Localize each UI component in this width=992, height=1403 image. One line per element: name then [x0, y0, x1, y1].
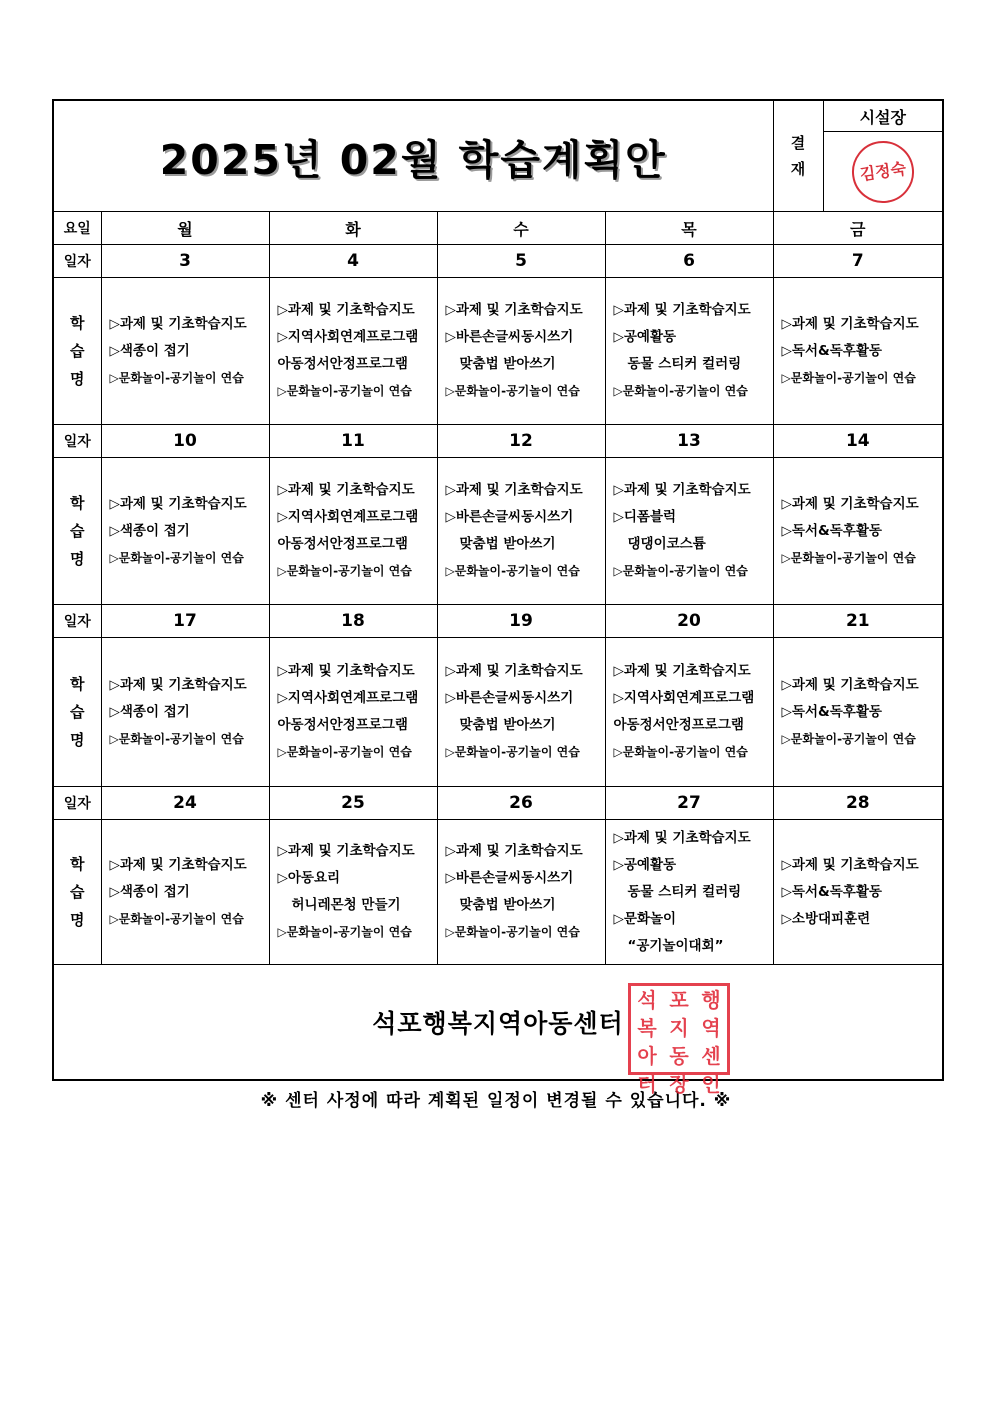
- plan-item: ▷과제 및 기초학습지도: [277, 663, 415, 679]
- plan-item: ▷과제 및 기초학습지도: [613, 829, 751, 846]
- plan-item: ▷공예활동: [613, 329, 677, 345]
- plan-item: ▷바른손글씨동시쓰기: [445, 509, 574, 525]
- center-seal-char: 행: [701, 988, 721, 1012]
- plan-label-char: 학: [70, 855, 85, 873]
- director-seal: 김정숙: [848, 137, 918, 207]
- date-cell: 13: [605, 425, 773, 458]
- approval-role: 시설장: [823, 100, 943, 132]
- plan-item: “공기놀이대회”: [627, 937, 724, 954]
- date-cell: 26: [437, 787, 605, 820]
- center-seal-char: 장: [669, 1072, 689, 1096]
- weekday-mon: 월: [101, 212, 269, 245]
- plan-item: ▷바른손글씨동시쓰기: [445, 690, 574, 706]
- plan-item: ▷색종이 접기: [109, 883, 190, 900]
- plan-item: ▷색종이 접기: [109, 703, 190, 720]
- plan-item: ▷문화놀이-공기놀이 연습: [277, 564, 412, 578]
- schedule-note: ※ 센터 사정에 따라 계획된 일정이 변경될 수 있습니다. ※: [260, 1091, 732, 1111]
- plan-cell: [101, 638, 269, 787]
- plan-item: 아동정서안정프로그램: [277, 717, 408, 733]
- plan-item: ▷지역사회연계프로그램: [277, 329, 419, 345]
- plan-item: ▷공예활동: [613, 856, 677, 873]
- plan-item: ▷문화놀이-공기놀이 연습: [613, 384, 748, 398]
- center-seal-char: 센: [701, 1044, 721, 1068]
- plan-item: ▷과제 및 기초학습지도: [277, 482, 415, 498]
- plan-item: ▷문화놀이-공기놀이 연습: [109, 550, 244, 565]
- plan-item: ▷색종이 접기: [109, 522, 190, 539]
- plan-cell: [605, 278, 773, 425]
- plan-item: 맞춤법 받아쓰기: [459, 897, 556, 913]
- center-seal-char: 포: [669, 988, 689, 1012]
- plan-cell: [437, 638, 605, 787]
- plan-item: ▷문화놀이-공기놀이 연습: [277, 745, 412, 759]
- date-cell: 24: [101, 787, 269, 820]
- plan-item: ▷과제 및 기초학습지도: [109, 676, 247, 693]
- footer-cell: [53, 965, 943, 1096]
- plan-label-char: 습: [70, 342, 85, 360]
- date-cell: 5: [437, 245, 605, 278]
- plan-item: ▷아동요리: [277, 870, 341, 886]
- plan-item: ▷문화놀이-공기놀이 연습: [445, 564, 580, 578]
- date-label: 일자: [53, 787, 101, 820]
- plan-item: ▷독서&독후활동: [781, 342, 882, 359]
- center-seal-char: 석: [637, 988, 657, 1012]
- plan-label: [53, 278, 101, 425]
- plan-cell: [605, 638, 773, 787]
- plan-item: 댕댕이코스튬: [627, 536, 706, 552]
- plan-item: ▷문화놀이-공기놀이 연습: [445, 384, 580, 398]
- plan-item: ▷소방대피훈련: [781, 910, 871, 927]
- plan-item: ▷과제 및 기초학습지도: [109, 856, 247, 873]
- approval-sign-box: [823, 132, 943, 212]
- plan-item: ▷문화놀이-공기놀이 연습: [109, 370, 244, 385]
- plan-item: ▷디폼블럭: [613, 509, 677, 525]
- plan-item: ▷독서&독후활동: [781, 883, 882, 900]
- approval-label-bottom: 재: [790, 160, 806, 178]
- date-cell: 27: [605, 787, 773, 820]
- plan-cell: [437, 820, 605, 965]
- date-cell: 25: [269, 787, 437, 820]
- plan-item: 아동정서안정프로그램: [277, 356, 408, 372]
- date-label: 일자: [53, 245, 101, 278]
- plan-item: ▷과제 및 기초학습지도: [781, 315, 919, 332]
- page-title: 2025년 02월 학습계획안: [159, 135, 667, 184]
- plan-cell: [101, 278, 269, 425]
- plan-cell: [605, 820, 773, 965]
- plan-label-char: 명: [70, 911, 85, 929]
- title-cell: [53, 100, 773, 212]
- plan-item: ▷문화놀이-공기놀이 연습: [277, 925, 412, 939]
- date-cell: 12: [437, 425, 605, 458]
- plan-cell: [269, 638, 437, 787]
- plan-item: ▷문화놀이-공기놀이 연습: [445, 745, 580, 759]
- plan-item: 맞춤법 받아쓰기: [459, 356, 556, 372]
- date-cell: 3: [101, 245, 269, 278]
- plan-item: ▷문화놀이-공기놀이 연습: [781, 370, 916, 385]
- date-cell: 7: [773, 245, 943, 278]
- plan-cell: [773, 458, 943, 605]
- center-seal-char: 동: [669, 1044, 689, 1068]
- plan-item: ▷과제 및 기초학습지도: [781, 676, 919, 693]
- center-seal-char: 지: [669, 1016, 689, 1040]
- approval-label: [773, 100, 823, 212]
- plan-cell: [437, 458, 605, 605]
- schedule-table: [52, 99, 944, 1096]
- plan-item: ▷과제 및 기초학습지도: [613, 302, 751, 318]
- date-cell: 4: [269, 245, 437, 278]
- plan-item: 허니레몬청 만들기: [291, 897, 401, 913]
- plan-cell: [773, 278, 943, 425]
- plan-item: ▷바른손글씨동시쓰기: [445, 870, 574, 886]
- weekday-thu: 목: [605, 212, 773, 245]
- center-seal-char: 터: [637, 1072, 657, 1096]
- plan-cell: [773, 820, 943, 965]
- date-cell: 17: [101, 605, 269, 638]
- plan-cell: [605, 458, 773, 605]
- plan-item: ▷독서&독후활동: [781, 522, 882, 539]
- plan-item: ▷문화놀이-공기놀이 연습: [109, 731, 244, 746]
- plan-item: ▷문화놀이-공기놀이 연습: [781, 731, 916, 746]
- plan-item: 동물 스티커 컬러링: [627, 356, 742, 372]
- plan-item: ▷과제 및 기초학습지도: [781, 856, 919, 873]
- plan-item: 맞춤법 받아쓰기: [459, 717, 556, 733]
- date-cell: 14: [773, 425, 943, 458]
- center-name: 석포행복지역아동센터: [372, 1009, 624, 1038]
- date-cell: 18: [269, 605, 437, 638]
- plan-item: ▷과제 및 기초학습지도: [613, 663, 751, 679]
- plan-item: ▷색종이 접기: [109, 342, 190, 359]
- plan-item: ▷문화놀이-공기놀이 연습: [277, 384, 412, 398]
- plan-item: 동물 스티커 컬러링: [627, 883, 742, 900]
- plan-item: ▷과제 및 기초학습지도: [109, 315, 247, 332]
- center-seal-char: 역: [701, 1016, 721, 1040]
- plan-label-char: 학: [70, 494, 85, 512]
- plan-item: ▷문화놀이-공기놀이 연습: [613, 564, 748, 578]
- plan-item: ▷문화놀이-공기놀이 연습: [445, 925, 580, 939]
- plan-label-char: 습: [70, 703, 85, 721]
- plan-label-char: 학: [70, 314, 85, 332]
- plan-item: ▷문화놀이-공기놀이 연습: [781, 550, 916, 565]
- plan-label: [53, 458, 101, 605]
- plan-cell: [269, 278, 437, 425]
- plan-item: 아동정서안정프로그램: [277, 536, 408, 552]
- plan-label-char: 습: [70, 522, 85, 540]
- plan-cell: [773, 638, 943, 787]
- weekday-tue: 화: [269, 212, 437, 245]
- plan-cell: [437, 278, 605, 425]
- plan-item: 아동정서안정프로그램: [613, 717, 744, 733]
- plan-label-char: 명: [70, 370, 85, 388]
- plan-item: ▷지역사회연계프로그램: [277, 509, 419, 525]
- center-seal-char: 인: [701, 1072, 721, 1096]
- plan-item: 맞춤법 받아쓰기: [459, 536, 556, 552]
- plan-label: [53, 638, 101, 787]
- plan-cell: [101, 458, 269, 605]
- plan-cell: [269, 820, 437, 965]
- date-cell: 10: [101, 425, 269, 458]
- plan-item: ▷문화놀이-공기놀이 연습: [109, 911, 244, 926]
- plan-item: ▷과제 및 기초학습지도: [445, 482, 583, 498]
- approval-label-top: 결: [790, 134, 806, 152]
- plan-label: [53, 820, 101, 965]
- weekday-fri: 금: [773, 212, 943, 245]
- plan-item: ▷과제 및 기초학습지도: [445, 663, 583, 679]
- plan-item: ▷문화놀이: [613, 910, 677, 927]
- plan-item: ▷과제 및 기초학습지도: [613, 482, 751, 498]
- center-seal-char: 아: [637, 1044, 657, 1068]
- plan-label-char: 학: [70, 675, 85, 693]
- plan-label-char: 명: [70, 731, 85, 749]
- plan-item: ▷문화놀이-공기놀이 연습: [613, 745, 748, 759]
- date-cell: 11: [269, 425, 437, 458]
- day-label: 요일: [53, 212, 101, 245]
- plan-item: ▷독서&독후활동: [781, 703, 882, 720]
- plan-item: ▷과제 및 기초학습지도: [445, 843, 583, 859]
- center-seal-char: 복: [637, 1016, 657, 1040]
- plan-item: ▷과제 및 기초학습지도: [277, 302, 415, 318]
- weekday-wed: 수: [437, 212, 605, 245]
- plan-item: ▷과제 및 기초학습지도: [781, 495, 919, 512]
- date-label: 일자: [53, 425, 101, 458]
- date-cell: 28: [773, 787, 943, 820]
- date-cell: 21: [773, 605, 943, 638]
- plan-item: ▷과제 및 기초학습지도: [445, 302, 583, 318]
- plan-cell: [101, 820, 269, 965]
- plan-item: ▷과제 및 기초학습지도: [109, 495, 247, 512]
- date-cell: 20: [605, 605, 773, 638]
- date-label: 일자: [53, 605, 101, 638]
- plan-item: ▷과제 및 기초학습지도: [277, 843, 415, 859]
- plan-label-char: 명: [70, 550, 85, 568]
- plan-cell: [269, 458, 437, 605]
- date-cell: 6: [605, 245, 773, 278]
- date-cell: 19: [437, 605, 605, 638]
- plan-item: ▷지역사회연계프로그램: [613, 690, 755, 706]
- plan-item: ▷지역사회연계프로그램: [277, 690, 419, 706]
- plan-label-char: 습: [70, 883, 85, 901]
- center-seal: [628, 983, 730, 1096]
- plan-item: ▷바른손글씨동시쓰기: [445, 329, 574, 345]
